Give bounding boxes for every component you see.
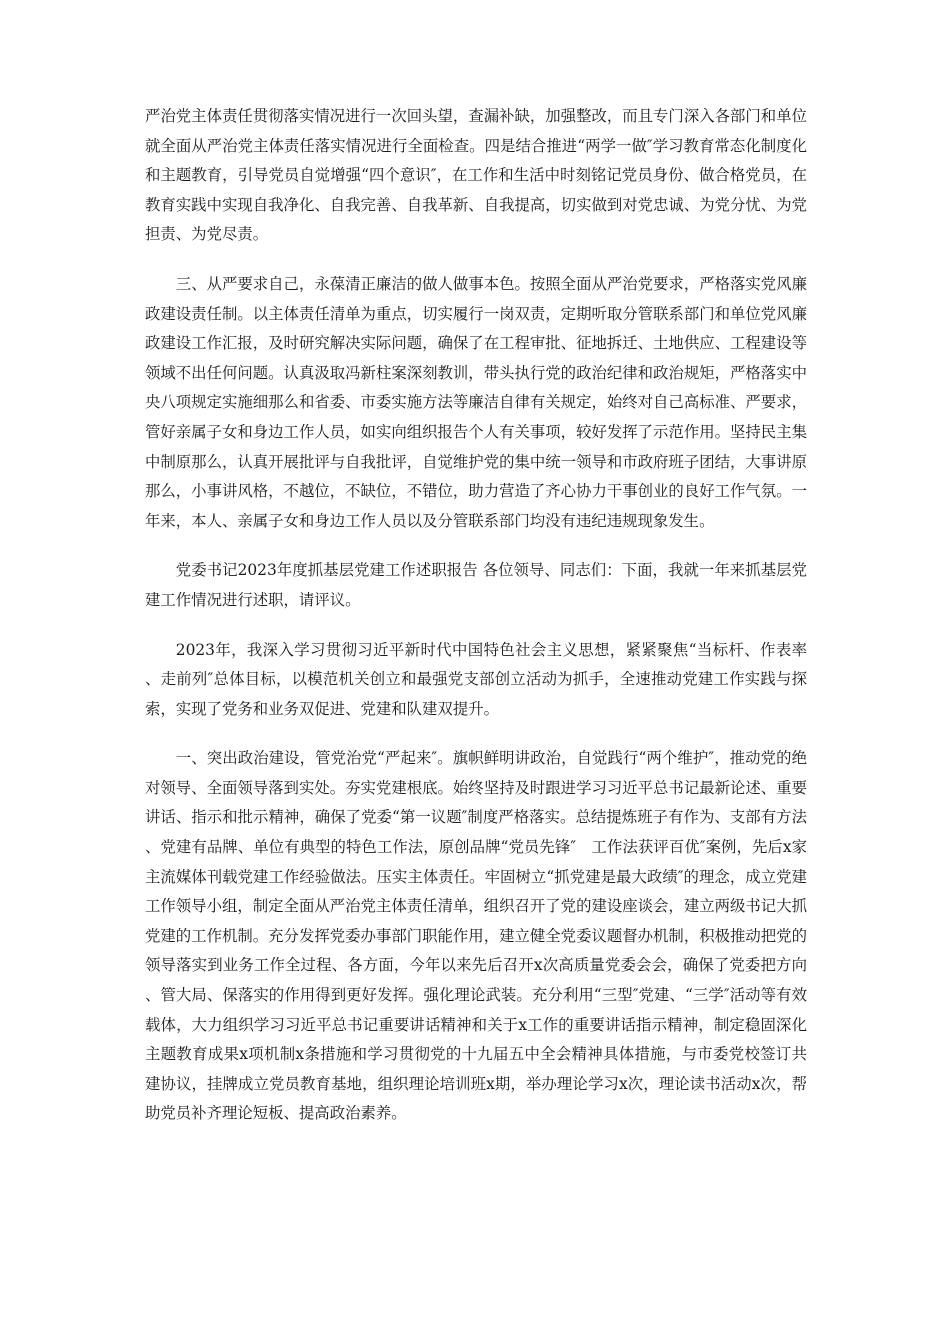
paragraph-overview-2023: 2023年，我深入学习贯彻习近平新时代中国特色社会主义思想，紧紧聚焦“当标杆、作表率、走前列″总体目标，以模范机关创立和最强党支部创立活动为抓手，全速推动党建工作实践与探索，实现了党务和业务双促进、党建和队建双提升。: [145, 640, 807, 718]
paragraph-report-intro: 党委书记2023年度抓基层党建工作述职报告 各位领导、同志们：下面，我就一年来抓基层党建工作情况进行述职，请评议。: [145, 561, 807, 609]
paragraph-section-three: 三、从严要求自己，永葆清正廉洁的做人做事本色。按照全面从严治党要求，严格落实党风廉政建设责任制。以主体责任清单为重点，切实履行一岗双责，定期听取分管联系部门和单位党风廉政建设工作汇报，及时研究解决实际问题，确保了在工程审批、征地拆迁、土地供应、工程建设等领域不出任何问题。认真汲取冯新柱案深刻教训，带头执行党的政治纪律和政治规矩，严格落实中央八项规定实施细那么和省委、市委实施方法等廉洁自律有关规定，始终对自己高标准、严要求，管好亲属子女和身边工作人员，如实向组织报告个人有关事项，较好发挥了示范作用。坚持民主集中制原那么，认真开展批评与自我批评，自觉维护党的集中统一领导和市政府班子团结，大事讲原那么，小事讲风格，不越位，不缺位，不错位，助力营造了齐心协力干事创业的良好工作气氛。一年来，本人、亲属子女和身边工作人员以及分管联系部门均没有违纪违规现象发生。: [145, 274, 807, 530]
document-page: [145, 102, 807, 1149]
paragraph-section-one: 一、突出政治建设，管党治党“严起来″。旗帜鲜明讲政治，自觉践行“两个维护″，推动党的绝对领导、全面领导落到实处。夯实党建根底。始终坚持及时跟进学习习近平总书记最新论述、重要讲话、指示和批示精神，确保了党委“第一议题″制度严格落实。总结提炼班子有作为、支部有方法、党建有品牌、单位有典型的特色工作法，原创品牌“党员先锋″ 工作法获评百优″案例，先后x家主流媒体刊载党建工作经验做法。压实主体责任。牢固树立“抓党建是最大政绩″的理念，成立党建工作领导小组，制定全面从严治党主体责任清单，组织召开了党的建设座谈会，建立两级书记大抓党建的工作机制。充分发挥党委办事部门职能作用，建立健全党委议题督办机制，积极推动把党的领导落实到业务工作全过程、各方面，今年以来先后召开x次高质量党委会会，确保了党委把方向、管大局、保落实的作用得到更好发挥。强化理论武装。充分利用“三型″党建、“三学″活动等有效载体，大力组织学习习近平总书记重要讲话精神和关于x工作的重要讲话指示精神，制定稳固深化主题教育成果x项机制x条措施和学习贯彻党的十九届五中全会精神具体措施，与市委党校签订共建协议，挂牌成立党员教育基地，组织理论培训班x期，举办理论学习x次，理论读书活动x次，帮助党员补齐理论短板、提高政治素养。: [145, 749, 807, 1123]
paragraph-continuation: 严治党主体责任贯彻落实情况进行一次回头望，查漏补缺，加强整改，而且专门深入各部门和单位就全面从严治党主体责任落实情况进行全面检查。四是结合推进“两学一做″学习教育常态化制度化和主题教育，引导党员自觉增强“四个意识″，在工作和生活中时刻铭记党员身份、做合格党员，在教育实践中实现自我净化、自我完善、自我革新、自我提高，切实做到对党忠诚、为党分忧、为党担责、为党尽责。: [145, 107, 807, 244]
